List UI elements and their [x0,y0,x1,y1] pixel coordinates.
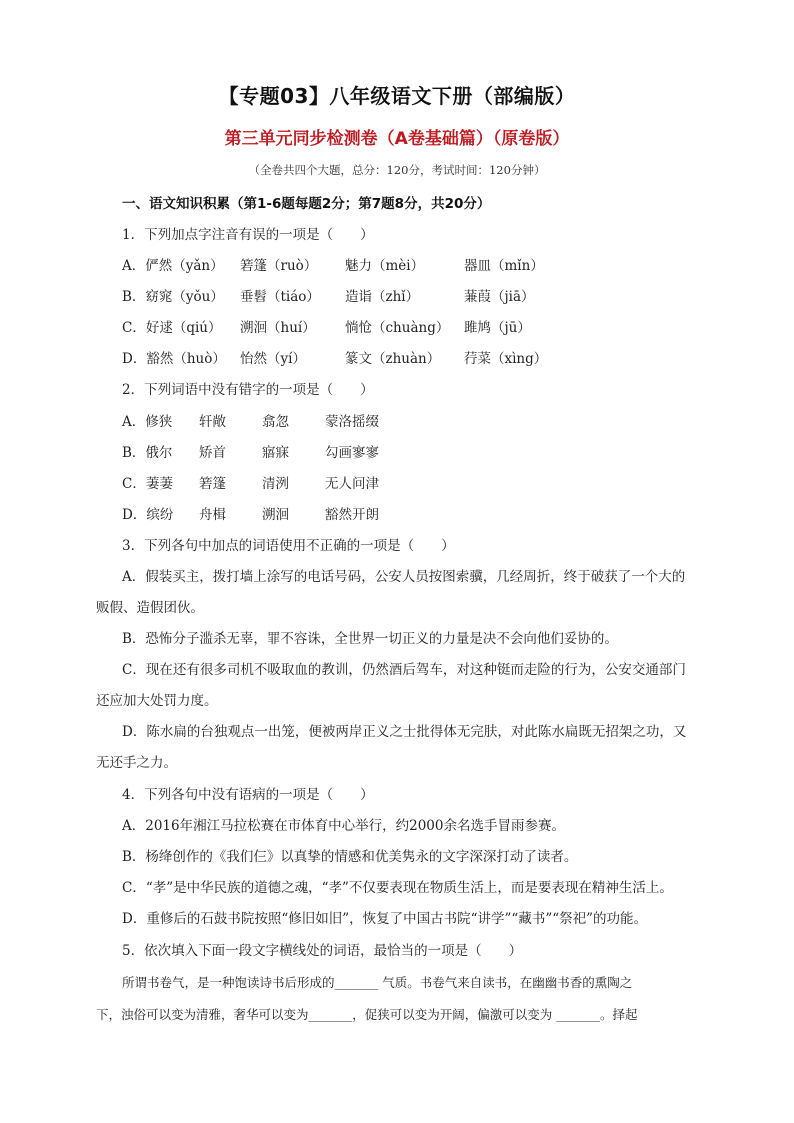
q3-option-a-line1: A．假装买主，拨打墙上涂写的电话号码，公安人员按图索骥，几经周折，终于破获了一个大的 [122,569,686,585]
q2-option-a-4: 蒙洛摇缀 [325,414,379,430]
q1-option-c-1: C．好逑（qiú） [122,320,222,336]
q2-option-d-1: D．缤纷 [122,507,174,523]
q2-option-d-2: 舟楫 [199,507,226,523]
exam-info: （全卷共四个大题，总分：120分，考试时间：120分钟） [248,163,546,177]
q3-option-c-line2: 还应加大处罚力度。 [96,693,218,709]
q5-passage-line2: 下，浊俗可以变为清雅，奢华可以变为_______，促狭可以变为开阔，偏激可以变为 _______。择起 [96,1007,638,1022]
q2-option-d-4: 豁然开朗 [325,507,379,523]
q2-option-a-2: 轩敞 [199,414,226,430]
question-5-stem: 5．依次填入下面一段文字横线处的词语，最恰当的一项是（ ） [122,943,523,959]
q1-option-d-2: 怡然（yí） [240,351,306,367]
q3-option-a-line2: 贩假、造假团伙。 [96,600,204,616]
q3-option-d-line2: 无还手之力。 [96,755,177,771]
page-title: 【专题03】八年级语文下册（部编版） [218,84,576,108]
q2-option-c-3: 清洌 [262,476,289,492]
q1-option-d-4: 荇菜（xìng） [464,351,548,367]
question-1-stem: 1．下列加点字注音有误的一项是（ ） [122,227,374,243]
q1-option-c-4: 雎鸠（jū） [464,320,531,336]
q1-option-b-4: 蒹葭（jiā） [464,289,535,305]
q1-option-a-3: 魅力（mèi） [345,258,425,274]
page-subtitle: 第三单元同步检测卷（A卷基础篇）（原卷版） [224,129,570,149]
question-4-stem: 4．下列各句中没有语病的一项是（ ） [122,787,374,803]
q3-option-b: B．恐怖分子滥杀无辜，罪不容诛，全世界一切正义的力量是决不会向他们妥协的。 [122,631,618,647]
q2-option-b-4: 勾画寥寥 [325,445,379,461]
q4-option-d: D．重修后的石鼓书院按照“修旧如旧”，恢复了中国古书院“讲学”“藏书”“祭祀”的功能。 [122,911,648,927]
q1-option-a-2: 箬篷（ruò） [240,258,318,274]
section-heading: 一、语文知识积累（第1-6题每题2分；第7题8分，共20分） [122,196,491,212]
q3-option-c-line1: C．现在还有很多司机不吸取血的教训，仍然酒后驾车，对这种铤而走险的行为，公安交通部门 [122,662,686,678]
question-2-stem: 2．下列词语中没有错字的一项是（ ） [122,382,374,398]
q1-option-b-3: 造诣（zhǐ） [345,289,420,305]
q2-option-c-2: 箬篷 [199,476,226,492]
q1-option-a-1: A．俨然（yǎn） [122,258,224,274]
q4-option-a: A．2016年湘江马拉松赛在市体育中心举行，约2000余名选手冒雨参赛。 [122,818,565,834]
q3-option-d-line1: D．陈水扁的台独观点一出笼，便被两岸正义之士批得体无完肤，对此陈水扁既无招架之功，又 [122,724,687,740]
q2-option-a-1: A．修狭 [122,414,173,430]
q2-option-b-2: 矫首 [199,445,226,461]
q2-option-a-3: 翕忽 [262,414,289,430]
q1-option-d-1: D．豁然（huò） [122,351,226,367]
q2-option-d-3: 溯洄 [262,507,289,523]
q1-option-c-2: 溯洄（huí） [240,320,316,336]
q2-option-c-4: 无人问津 [325,476,379,492]
q1-option-b-1: B．窈窕（yǒu） [122,289,224,305]
q1-option-a-4: 器皿（mǐn） [464,258,544,274]
q5-passage-line1: 所谓书卷气，是一种饱读诗书后形成的_______ 气质。书卷气来自读书，在幽幽书香的熏陶之 [122,975,633,990]
q2-option-b-3: 寤寐 [262,445,289,461]
question-3-stem: 3．下列各句中加点的词语使用不正确的一项是（ ） [122,538,455,554]
q4-option-c: C．“孝”是中华民族的道德之魂，“孝”不仅要表现在物质生活上，而是要表现在精神生活上。 [122,880,673,896]
q1-option-d-3: 篆文（zhuàn） [345,351,441,367]
q1-option-c-3: 惝怆（chuàng） [345,320,450,336]
q4-option-b: B．杨绛创作的《我们仨》以真挚的情感和优美隽永的文字深深打动了读者。 [122,849,578,865]
q2-option-b-1: B．俄尔 [122,445,173,461]
q1-option-b-2: 垂髫（tiáo） [240,289,320,305]
q2-option-c-1: C．萋萋 [122,476,173,492]
